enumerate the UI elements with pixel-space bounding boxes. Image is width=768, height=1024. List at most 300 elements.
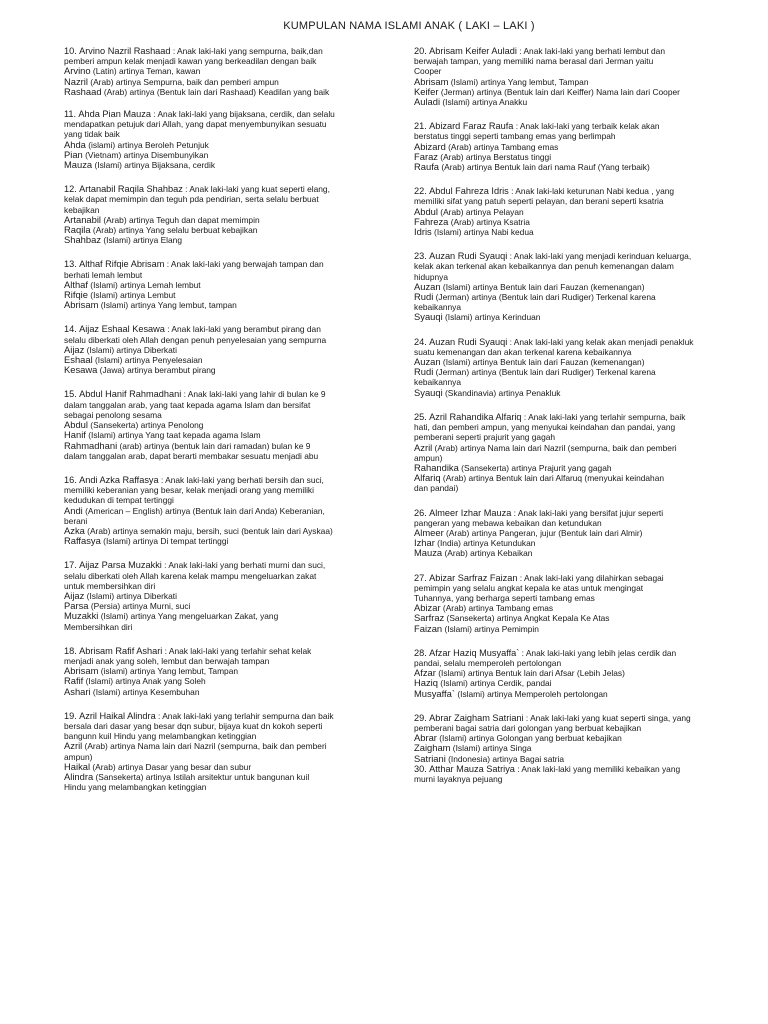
name-meaning xyxy=(414,292,744,302)
name-meaning xyxy=(64,290,394,300)
meaning-text: (islami) artinya Beroleh Petunjuk xyxy=(85,139,209,150)
name-meaning xyxy=(64,87,394,97)
entry-heading xyxy=(414,648,744,658)
entry-description: : Anak laki-laki yang berambut pirang dan xyxy=(164,324,321,335)
name-meaning xyxy=(64,676,394,686)
name-meaning xyxy=(414,613,744,623)
name-word: Syauqi xyxy=(414,386,443,398)
name-entry xyxy=(414,337,744,398)
name-word: Aijaz xyxy=(64,343,85,355)
name-meaning xyxy=(414,473,744,483)
meaning-text: (Jerman) artinya (Bentuk lain dari Keiffer) Nama lain dari Cooper xyxy=(438,86,680,97)
entry-description: : Anak laki-laki yang dilahirkan sebagai xyxy=(517,572,664,583)
entry-heading xyxy=(64,324,394,334)
name-word: Haikal xyxy=(64,760,91,772)
entry-heading xyxy=(64,109,394,119)
name-meaning xyxy=(64,741,394,751)
name-entry xyxy=(414,573,744,634)
entry-description: : Anak laki-laki yang berwajah tampan dan xyxy=(164,259,324,270)
meaning-text: (Islami) artinya Memperoleh pertolongan xyxy=(455,688,608,699)
name-meaning xyxy=(64,77,394,87)
meaning-text: (Islami) artinya Bentuk lain dari Afsar (Lebih Jelas) xyxy=(435,668,625,679)
name-meaning xyxy=(414,282,744,292)
name-entry xyxy=(64,646,394,697)
name-word: Abrisam xyxy=(64,665,99,677)
meaning-text: (Islami) artinya Di tempat tertinggi xyxy=(100,536,229,547)
meaning-text-line: kebaikannya xyxy=(414,377,462,388)
name-word: Arvino xyxy=(64,65,91,77)
entry-description-line: kebajikan xyxy=(64,204,100,215)
entry-description: : Anak laki-laki yang kelak akan menjadi penakluk xyxy=(507,336,694,347)
name-meaning xyxy=(414,538,744,548)
meaning-text: (Sansekerta) artinya Prajurit yang gagah xyxy=(458,462,612,473)
name-meaning xyxy=(414,624,744,634)
name-word: Rahandika xyxy=(414,461,459,473)
right-column xyxy=(414,46,744,792)
name-meaning xyxy=(414,77,744,87)
entry-name: Auzan Rudi Syauqi xyxy=(429,336,508,347)
meaning-text: (Jawa) artinya berambut pirang xyxy=(97,365,216,376)
name-word: Alfariq xyxy=(414,472,441,484)
name-meaning xyxy=(414,217,744,227)
entry-number: 23. xyxy=(414,251,427,262)
meaning-text: (Islami) artinya Bijaksana, cerdik xyxy=(92,160,216,171)
name-meaning xyxy=(414,162,744,172)
meaning-text: (India) artinya Ketundukan xyxy=(434,538,536,549)
name-meaning xyxy=(414,312,744,322)
name-word: Azril xyxy=(64,740,83,752)
name-word: Artanabil xyxy=(64,213,102,225)
meaning-text: (Persia) artinya Murni, suci xyxy=(88,601,191,612)
entry-name: Artanabil Raqila Shahbaz xyxy=(79,184,183,195)
entry-heading xyxy=(64,259,394,269)
meaning-text: (Islami) artinya Penyelesaian xyxy=(92,355,203,366)
name-word: Rudi xyxy=(414,366,434,378)
meaning-text: (Latin) artinya Teman, kawan xyxy=(90,66,201,77)
entry-number: 17. xyxy=(64,560,77,571)
name-meaning xyxy=(414,388,744,398)
entry-description: : Anak laki-laki yang berhati bersih dan suci, xyxy=(158,474,324,485)
name-word: Rudi xyxy=(414,291,434,303)
name-meaning xyxy=(414,152,744,162)
entry-number: 14. xyxy=(64,324,77,335)
entry-number: 24. xyxy=(414,336,427,347)
meaning-text: (Islami) artinya Yang lembut, Tampan xyxy=(448,76,589,87)
name-word: Ashari xyxy=(64,685,91,697)
name-word: Abdul xyxy=(414,205,438,217)
name-meaning xyxy=(64,160,394,170)
meaning-text: (Sansekerta) artinya Penolong xyxy=(87,420,204,431)
meaning-text: (Islami) artinya Diberkati xyxy=(84,590,177,601)
entry-heading xyxy=(414,412,744,422)
name-word: Abdul xyxy=(64,419,88,431)
name-entry xyxy=(414,412,744,494)
name-word: Mauza xyxy=(64,159,93,171)
name-entry xyxy=(64,324,394,375)
meaning-text: (Sansekerta) artinya Angkat Kepala Ke Atas xyxy=(444,613,610,624)
entry-description: : Anak laki-laki keturunan Nabi kedua , yang xyxy=(508,186,675,197)
entry-description-line: murni layaknya pejuang xyxy=(414,773,503,784)
name-word: Raffasya xyxy=(64,535,101,547)
name-meaning xyxy=(64,772,394,782)
name-meaning xyxy=(414,443,744,453)
meaning-text-line: ampun) xyxy=(414,452,443,463)
name-word: Muzakki xyxy=(64,610,99,622)
meaning-text: (Islami) artinya Yang mengeluarkan Zakat, yang xyxy=(98,611,279,622)
entry-number: 18. xyxy=(64,645,77,656)
name-word: Shahbaz xyxy=(64,234,102,246)
name-entry xyxy=(414,46,744,107)
name-word: Rahmadhani xyxy=(64,439,118,451)
entry-description-line: dalam tanggalan arab, yang taat kepada agama Islam dan bersifat xyxy=(64,399,311,410)
name-entry xyxy=(414,764,744,784)
name-word: Althaf xyxy=(64,278,88,290)
name-word: Almeer xyxy=(414,526,444,538)
entry-description-line: kelak akan terkenal akan kebaikannya dan penuh kemenangan dalam xyxy=(414,261,674,272)
entry-name: Althaf Rifqie Abrisam xyxy=(79,259,165,270)
name-meaning xyxy=(64,355,394,365)
name-entry xyxy=(64,711,394,793)
meaning-text: (Skandinavia) artinya Penakluk xyxy=(442,387,561,398)
name-entry xyxy=(64,389,394,460)
entry-number: 19. xyxy=(64,710,77,721)
entry-number: 28. xyxy=(414,647,427,658)
meaning-text: (arab) artinya (bentuk lain dari ramadan) bulan ke 9 xyxy=(117,440,311,451)
name-word: Hanif xyxy=(64,429,86,441)
meaning-text: (Islami) artinya Anakku xyxy=(440,97,528,108)
name-meaning xyxy=(414,733,744,743)
entry-name: Atthar Mauza Satriya xyxy=(429,763,515,774)
meaning-text: (Islami) artinya Golongan yang berbuat kebajikan xyxy=(436,733,622,744)
meaning-text: (Islami) artinya Kesembuhan xyxy=(90,686,200,697)
name-meaning xyxy=(64,536,394,546)
meaning-text: (islami) artinya Yang lembut, Tampan xyxy=(98,666,239,677)
meaning-text: (Islami) artinya Diberkati xyxy=(84,344,177,355)
name-meaning xyxy=(414,668,744,678)
entry-description-line: untuk membersihkan diri xyxy=(64,580,156,591)
name-word: Azka xyxy=(64,524,85,536)
entry-number: 26. xyxy=(414,507,427,518)
entry-description-line: menjadi anak yang soleh, lembut dan berwajah tampan xyxy=(64,655,270,666)
entry-description: : Anak laki-laki yang bersifat jujur seperti xyxy=(511,507,664,518)
name-word: Auladi xyxy=(414,96,441,108)
name-word: Rashaad xyxy=(64,85,102,97)
name-word: Auzan xyxy=(414,356,441,368)
entry-name: Abrisam Rafif Ashari xyxy=(79,645,163,656)
entry-description-line: berhati lemah lembut xyxy=(64,269,143,280)
entry-number: 21. xyxy=(414,121,427,132)
meaning-text: (Jerman) artinya (Bentuk lain dari Rudiger) Terkenal karena xyxy=(433,367,656,378)
meaning-text-line: dan pandai) xyxy=(414,483,459,494)
entry-number: 29. xyxy=(414,712,427,723)
meaning-text: (Arab) artinya Pelayan xyxy=(437,206,524,217)
name-meaning xyxy=(414,357,744,367)
meaning-text: (Sansekerta) artinya Istilah arsitektur untuk bangunan kuil xyxy=(93,771,310,782)
name-meaning xyxy=(414,207,744,217)
name-meaning xyxy=(414,603,744,613)
name-entry xyxy=(64,46,394,97)
name-word: Syauqi xyxy=(414,311,443,323)
meaning-text-line: ampun) xyxy=(64,751,93,762)
entry-heading xyxy=(414,337,744,347)
name-word: Pian xyxy=(64,148,83,160)
name-word: Abizar xyxy=(414,602,441,614)
entry-number: 12. xyxy=(64,184,77,195)
entry-heading xyxy=(414,251,744,261)
name-entry xyxy=(64,184,394,245)
entry-description-line: bersala dari dasar yang besar dqn subur, bijaya kuat dn kokoh seperti xyxy=(64,720,323,731)
entry-name: Aijaz Parsa Muzakki xyxy=(79,560,162,571)
name-word: Eshaal xyxy=(64,354,93,366)
name-entry xyxy=(414,508,744,559)
meaning-text-line: dalam tanggalan arab, dapat berarti membakar sesuatu menjadi abu xyxy=(64,450,319,461)
name-word: Musyaffa` xyxy=(414,687,455,699)
name-meaning xyxy=(64,591,394,601)
meaning-text: (Islami) artinya Singa xyxy=(450,743,532,754)
entry-heading xyxy=(64,184,394,194)
name-meaning xyxy=(414,142,744,152)
entry-description-line: Tuhannya, yang berharga seperti tambang emas xyxy=(414,592,595,603)
entry-heading xyxy=(64,711,394,721)
entry-description: : Anak laki-laki yang kuat seperti singa, yang xyxy=(523,712,691,723)
name-word: Andi xyxy=(64,504,83,516)
entry-description-line: pemberi ampun kelak menjadi kawan yang berkeadilan dengan baik xyxy=(64,56,317,67)
entry-description: : Anak laki-laki yang berhati lembut dan xyxy=(516,46,665,56)
meaning-text: (Arab) artinya Pangeran, jujur (Bentuk lain dari Almir) xyxy=(443,527,643,538)
entry-description-line: pangeran yang mebawa kebaikan dan ketundukan xyxy=(414,517,602,528)
entry-heading xyxy=(414,46,744,56)
entry-description: : Anak laki-laki yang menjadi kerinduan keluarga, xyxy=(507,251,692,262)
entry-heading xyxy=(414,573,744,583)
entry-description-line: kelak dapat memimpin dan teguh pda pendirian, serta selalu berbuat xyxy=(64,194,319,205)
entry-number: 25. xyxy=(414,411,427,422)
meaning-text-line: kebaikannya xyxy=(414,302,462,313)
meaning-text: (Arab) artinya Bentuk lain dari Alfaruq (menyukai keindahan xyxy=(440,473,665,484)
entry-description-line: berstatus tinggi seperti tambang emas yang berlimpah xyxy=(414,131,616,142)
left-column xyxy=(64,46,394,792)
entry-description-line: pemberani bagai satria dari golongan yang berbuat kebajikan xyxy=(414,722,642,733)
name-meaning xyxy=(64,506,394,516)
entry-number: 22. xyxy=(414,186,427,197)
name-meaning xyxy=(64,762,394,772)
name-word: Mauza xyxy=(414,547,443,559)
entry-heading xyxy=(64,389,394,399)
name-meaning xyxy=(414,367,744,377)
name-word: Parsa xyxy=(64,600,89,612)
entry-description-line: memiliki keberanian yang besar, kelak menjadi orang yang memiliki xyxy=(64,485,314,496)
name-meaning xyxy=(414,463,744,473)
entry-description: : Anak laki-laki yang lebih jelas cerdik dan xyxy=(519,647,677,658)
name-entry xyxy=(64,475,394,546)
name-meaning xyxy=(64,365,394,375)
meaning-text: (Islami) artinya Cerdik, pandai xyxy=(437,678,552,689)
entry-heading xyxy=(414,713,744,723)
entry-description-line: hati, dan pemberi ampun, yang menyukai keindahan dan pandai, yang xyxy=(414,422,676,433)
meaning-text: (Islami) artinya Kerinduan xyxy=(442,312,541,323)
name-meaning xyxy=(414,743,744,753)
meaning-text: (Arab) artinya Teguh dan dapat memimpin xyxy=(101,214,260,225)
meaning-text: (Jerman) artinya (Bentuk lain dari Rudiger) Terkenal karena xyxy=(433,292,656,303)
name-meaning xyxy=(414,528,744,538)
meaning-text: (Arab) artinya Tambang emas xyxy=(445,141,559,152)
name-meaning xyxy=(64,280,394,290)
name-word: Faizan xyxy=(414,622,443,634)
entry-description: : Anak laki-laki yang bijaksana, cerdik, dan selalu xyxy=(150,109,335,120)
meaning-text: (American – English) artinya (Bentuk lain dari Anda) Keberanian, xyxy=(82,505,325,516)
entry-description-line: selalu diberkati oleh Allah dengan penuh penyelesaian yang sempurna xyxy=(64,334,327,345)
entry-name: Azril Haikal Alindra xyxy=(79,710,156,721)
name-word: Faraz xyxy=(414,150,438,162)
entry-description-line: kedudukan di tempat tertinggi xyxy=(64,495,174,506)
name-entry xyxy=(414,648,744,699)
meaning-text: (Arab) artinya Nama lain dari Nazril (sempurna, baik dan pemberi xyxy=(432,442,677,453)
name-meaning xyxy=(64,300,394,310)
entry-description-line: Cooper xyxy=(414,66,442,77)
name-word: Sarfraz xyxy=(414,612,445,624)
entry-description-line: pemimpin yang selalu angkat kepala ke atas untuk mengingat xyxy=(414,582,644,593)
entry-number: 13. xyxy=(64,259,77,270)
entry-number: 20. xyxy=(414,46,427,56)
name-word: Nazril xyxy=(64,75,88,87)
entry-number: 11. xyxy=(64,109,77,120)
name-word: Alindra xyxy=(64,770,94,782)
name-entry xyxy=(64,109,394,170)
entry-description: : Anak laki-laki yang berhati murni dan suci, xyxy=(161,560,326,571)
entry-name: Abdul Fahreza Idris xyxy=(429,186,509,197)
entry-name: Arvino Nazril Rashaad xyxy=(79,46,171,56)
name-word: Ahda xyxy=(64,138,86,150)
name-word: Aijaz xyxy=(64,589,85,601)
name-entry xyxy=(414,121,744,172)
name-entry xyxy=(414,713,744,764)
meaning-text: (Arab) artinya Nama lain dari Nazril (sempurna, baik dan pemberi xyxy=(82,741,327,752)
name-word: Keifer xyxy=(414,85,439,97)
name-meaning xyxy=(64,66,394,76)
name-word: Izhar xyxy=(414,537,435,549)
entry-heading xyxy=(414,508,744,518)
name-entry xyxy=(64,259,394,310)
meaning-text: (Islami) artinya Elang xyxy=(101,235,183,246)
meaning-text: (Arab) artinya Kebaikan xyxy=(442,548,533,559)
name-meaning xyxy=(414,87,744,97)
name-word: Satriani xyxy=(414,752,446,764)
entry-description: : Anak laki-laki yang kuat seperti elang, xyxy=(182,184,330,195)
meaning-text: (Islami) artinya Bentuk lain dari Fauzan (kemenangan) xyxy=(440,357,645,368)
meaning-text: (Islami) artinya Lembut xyxy=(87,290,176,301)
name-meaning xyxy=(414,678,744,688)
name-word: Fahreza xyxy=(414,215,449,227)
name-meaning xyxy=(64,235,394,245)
entry-number: 27. xyxy=(414,572,427,583)
entry-name: Andi Azka Raffasya xyxy=(79,474,159,485)
name-meaning xyxy=(64,601,394,611)
page-title: KUMPULAN NAMA ISLAMI ANAK ( LAKI – LAKI ) xyxy=(283,20,535,32)
entry-description: : Anak laki-laki yang terlahir sehat kelak xyxy=(162,645,312,656)
entry-description-line: memiliki sifat yang patuh seperti pelayan, dan berani seperti ksatria xyxy=(414,196,664,207)
entry-name: Ahda Pian Mauza xyxy=(78,109,151,120)
meaning-text: (Arab) artinya Dasar yang besar dan subur xyxy=(90,761,252,772)
entry-heading xyxy=(64,646,394,656)
entry-name: Aijaz Eshaal Kesawa xyxy=(79,324,165,335)
name-meaning xyxy=(414,97,744,107)
meaning-text: (Arab) artinya (Bentuk lain dari Rashaad) Keadilan yang baik xyxy=(101,86,330,97)
entry-description-line: sebagai penolong sesama xyxy=(64,409,162,420)
name-word: Raqila xyxy=(64,224,91,236)
name-meaning xyxy=(64,225,394,235)
name-meaning xyxy=(64,666,394,676)
name-word: Azril xyxy=(414,441,433,453)
name-word: Auzan xyxy=(414,280,441,292)
entry-name: Abizard Faraz Raufa xyxy=(429,121,514,132)
entry-description: : Anak laki-laki yang lahir di bulan ke 9 xyxy=(181,389,326,400)
name-meaning xyxy=(414,754,744,764)
meaning-text: (Arab) artinya Bentuk lain dari nama Rauf (Yang terbaik) xyxy=(439,162,650,173)
name-entry xyxy=(414,186,744,237)
meaning-text: (Islami) artinya Bentuk lain dari Fauzan (kemenangan) xyxy=(440,281,645,292)
entry-description: : Anak laki-laki yang memiliki kebaikan yang xyxy=(514,763,681,774)
meaning-text: (Arab) artinya Ksatria xyxy=(448,216,530,227)
entry-description: : Anak laki-laki yang sempurna, baik,dan xyxy=(170,46,323,56)
meaning-text: (Islami) artinya Nabi kedua xyxy=(431,227,534,238)
name-meaning xyxy=(64,611,394,621)
entry-description-line: selalu diberkati oleh Allah karena kelak mampu mengeluarkan zakat xyxy=(64,570,317,581)
entry-number: 30. xyxy=(414,763,427,774)
entry-number: 15. xyxy=(64,389,77,400)
entry-heading xyxy=(64,560,394,570)
meaning-text: (Arab) artinya Yang selalu berbuat kebajikan xyxy=(90,225,258,236)
name-meaning xyxy=(414,227,744,237)
entry-name: Azril Rahandika Alfariq xyxy=(429,411,522,422)
name-word: Raufa xyxy=(414,161,440,173)
name-word: Rafif xyxy=(64,675,84,687)
entry-name: Abrisam Keifer Auladi xyxy=(429,46,517,56)
meaning-text-line: Membersihkan diri xyxy=(64,621,133,632)
name-meaning xyxy=(414,689,744,699)
meaning-text: (Islami) artinya Yang lembut, tampan xyxy=(98,300,237,311)
meaning-text: (Arab) artinya Berstatus tinggi xyxy=(437,151,552,162)
entry-description-line: bangunn kuil Hindu yang melambangkan ketinggian xyxy=(64,731,257,742)
name-word: Abrar xyxy=(414,732,437,744)
meaning-text: (Arab) artinya Sempurna, baik dan pemberi ampun xyxy=(87,76,279,87)
meaning-text: (Islami) artinya Lemah lembut xyxy=(87,279,201,290)
columns xyxy=(64,46,744,792)
entry-description-line: yang tidak baik xyxy=(64,129,120,140)
name-meaning xyxy=(64,441,394,451)
entry-description: : Anak laki-laki yang terlahir sempurna, baik xyxy=(521,411,686,422)
entry-name: Afzar Haziq Musyaffa` xyxy=(429,647,520,658)
name-entry xyxy=(64,560,394,631)
entry-heading xyxy=(64,475,394,485)
name-meaning xyxy=(64,687,394,697)
entry-description-line: pemberani seperti prajurit yang gagah xyxy=(414,432,556,443)
name-word: Rifqie xyxy=(64,289,88,301)
entry-description: : Anak laki-laki yang terbaik kelak akan xyxy=(513,121,660,132)
name-word: Idris xyxy=(414,226,432,238)
name-meaning xyxy=(64,345,394,355)
name-word: Haziq xyxy=(414,677,438,689)
meaning-text: (Vietnam) artinya Disembunyikan xyxy=(82,149,209,160)
entry-heading xyxy=(414,764,744,774)
name-entry xyxy=(414,251,744,322)
meaning-text-line: berani xyxy=(64,515,88,526)
meaning-text-line: Hindu yang melambangkan ketinggian xyxy=(64,782,207,793)
meaning-text: (Arab) artinya Tambang emas xyxy=(440,603,554,614)
entry-name: Almeer Izhar Mauza xyxy=(429,507,512,518)
name-meaning xyxy=(64,140,394,150)
meaning-text: (Islami) artinya Anak yang Soleh xyxy=(83,676,206,687)
entry-name: Abrar Zaigham Satriani xyxy=(429,712,524,723)
meaning-text: (Indonesia) artinya Bagai satria xyxy=(445,753,565,764)
